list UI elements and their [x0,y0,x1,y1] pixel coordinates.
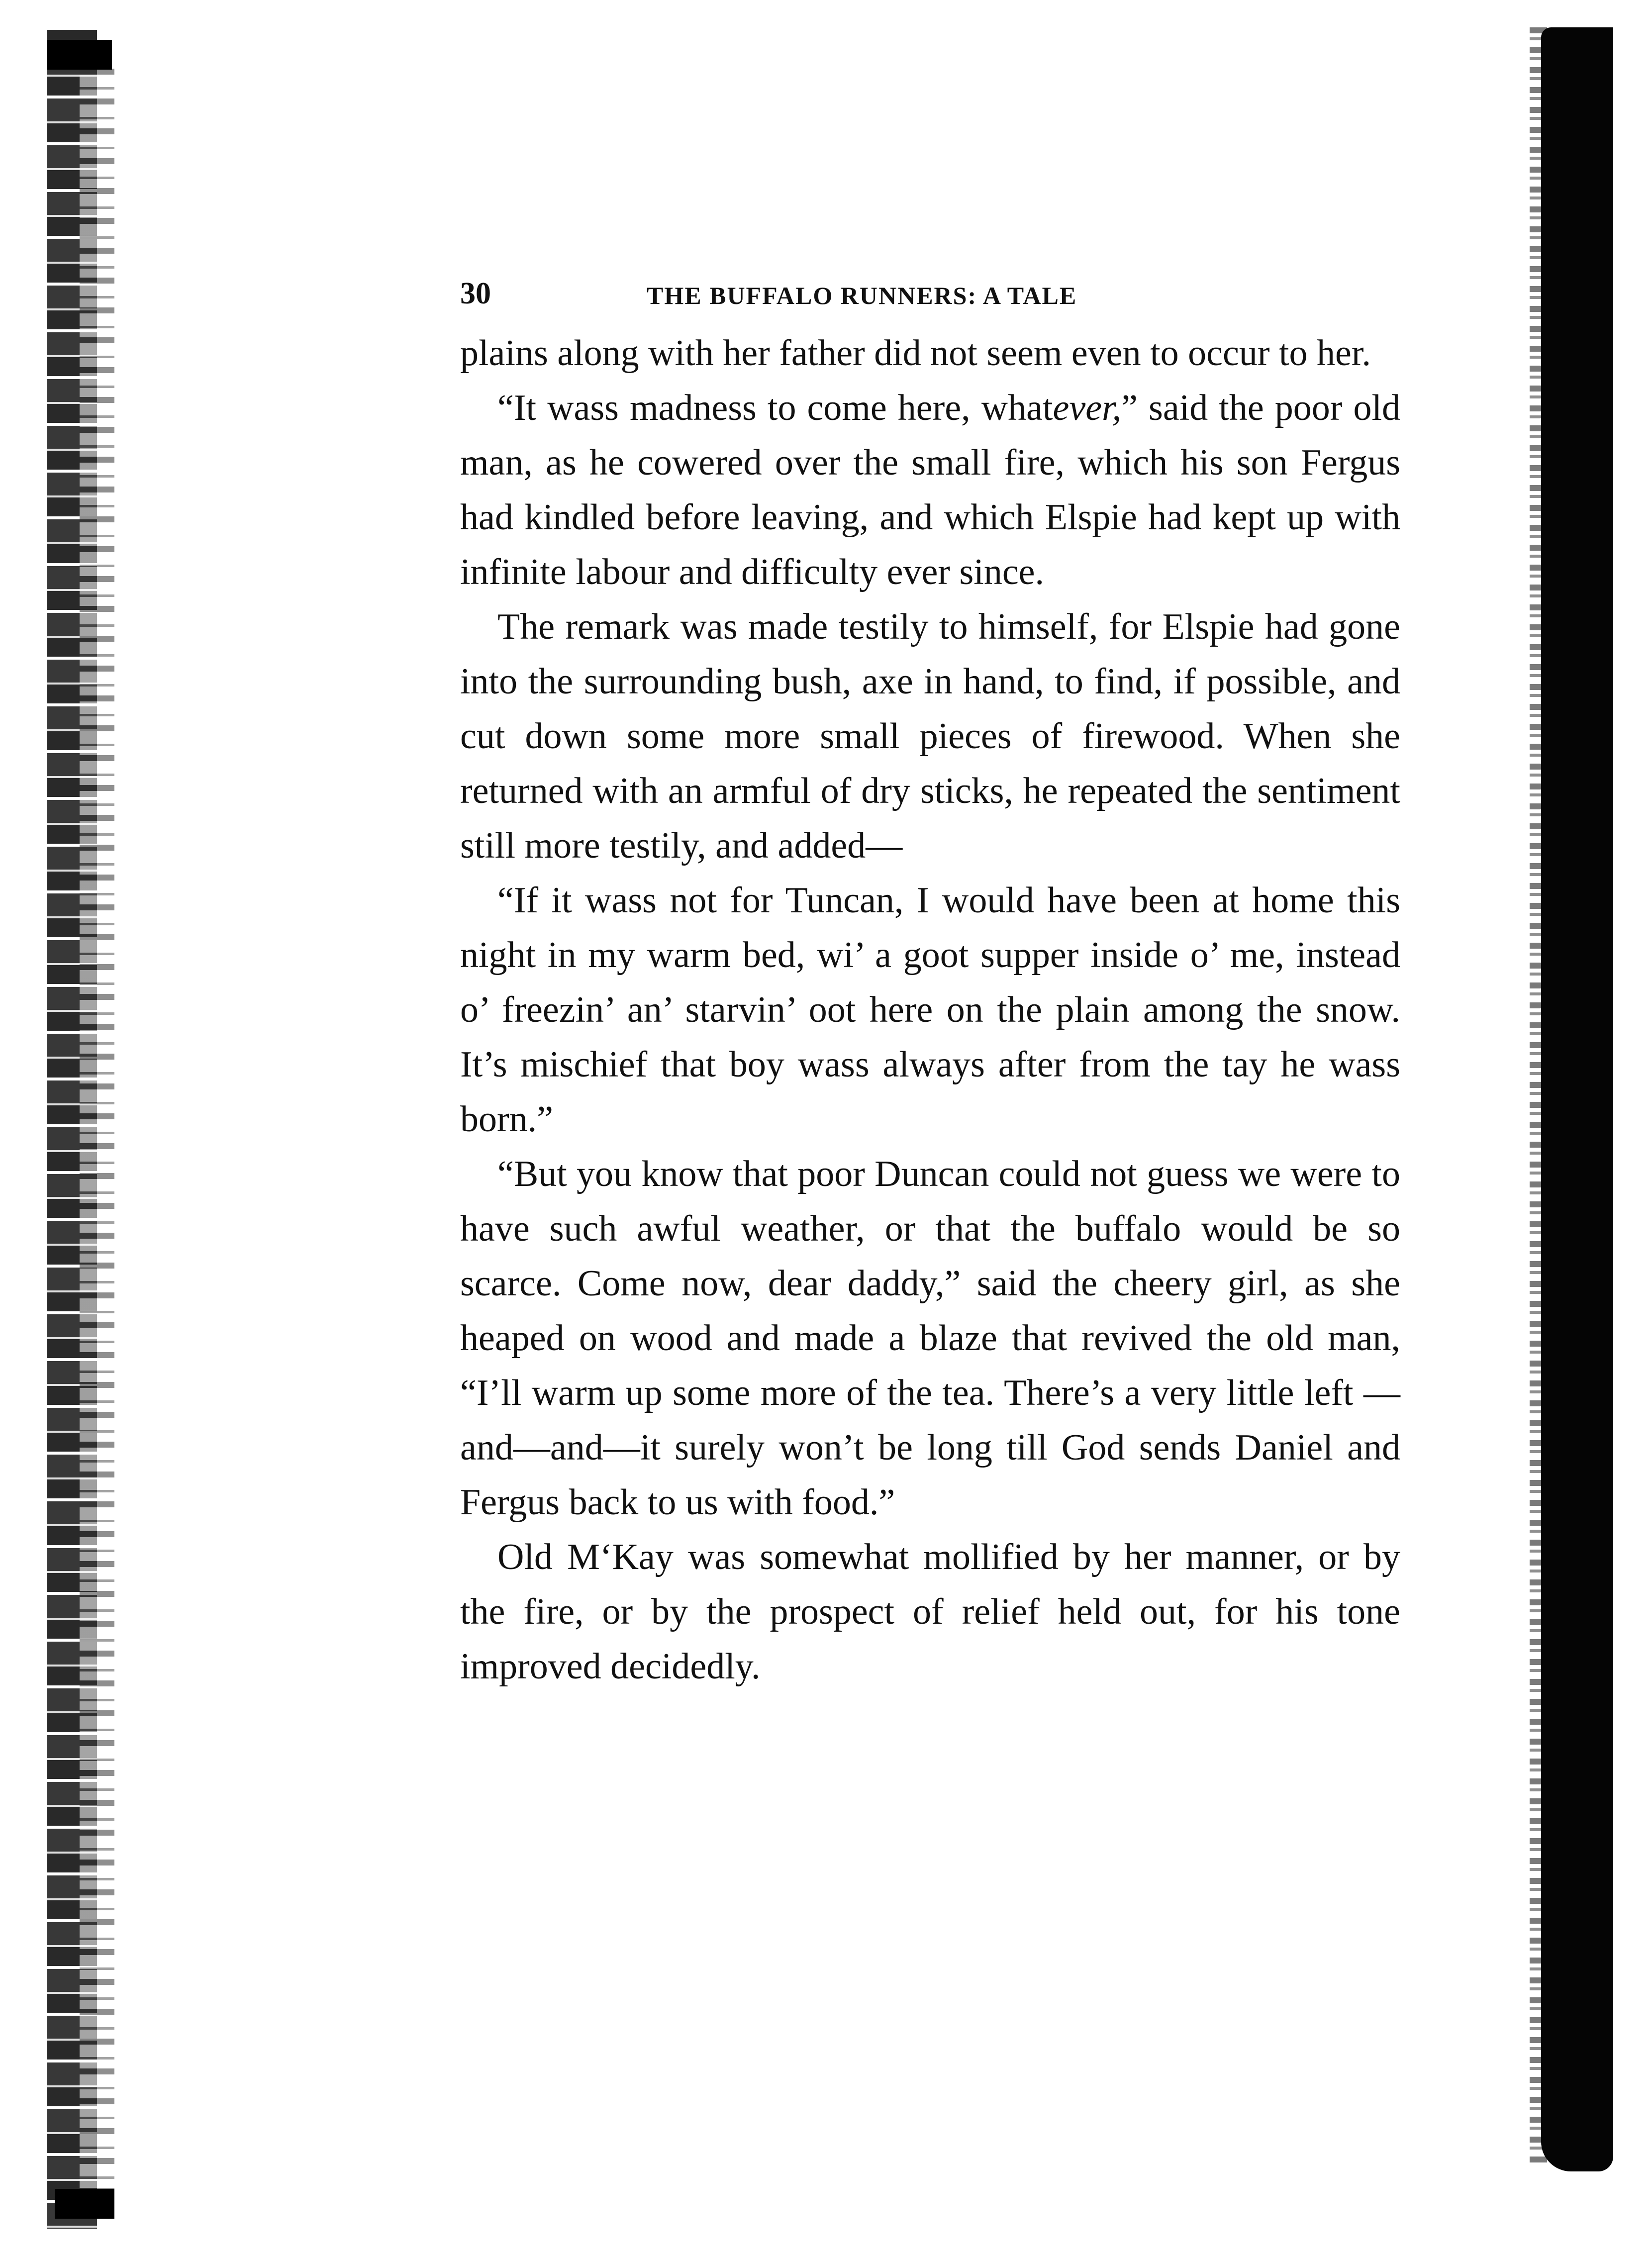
scan-edge-mark-bottom [55,2189,114,2219]
scan-right-edge [1541,27,1613,2171]
book-page [460,276,1400,1694]
paragraph-2-emphasis: ever, [1053,388,1122,428]
paragraph-2-before: “It wass madness to come here, what [497,388,1053,428]
paragraph-3: The remark was made testily to himself, for Elspie had gone into the surrounding bush, axe in hand, to find, if possible, and cut down some more small pieces of firewood. When she returned with an armful of dry sticks, he repeated the sentiment still more testily, and added— [460,606,1400,866]
paragraph-2 [460,381,1400,599]
paragraph-1: plains along with her father did not seem even to occur to her. [460,333,1371,374]
paragraph-4: “If it wass not for Tuncan, I would have been at home this night in my warm bed, wi’ a goot supper inside o’ me, instead o’ freezin’ an’ starvin’ oot here on the plain among the snow. It’s mischief that boy wass always after from the tay he wass born.” [460,880,1400,1140]
page-number: 30 [460,277,491,310]
paragraph-2-after: ” said the poor old man, as he cowered over the small fire, which his son Fergus had kindled before leaving, and which Elspie had kept up with infinite labour and difficulty ever since. [460,388,1401,592]
scan-binding-fringe [80,60,114,2219]
scan-edge-mark-top [47,40,112,70]
running-title: THE BUFFALO RUNNERS: A TALE [647,282,1077,309]
running-head [460,276,1400,326]
paragraph-6: Old M‘Kay was somewhat mollified by her manner, or by the fire, or by the prospect of relief held out, for his tone improved decidedly. [460,1537,1400,1687]
paragraph-5: “But you know that poor Duncan could not guess we were to have such awful weather, or that the buffalo would be so scarce. Come now, dear daddy,” said the cheery girl, as she heaped on wood and made a blaze that revived the old man, “I’ll warm up some more of the tea. There’s a very little left —and—and—it surely won’t be long till God sends Daniel and Fergus back to us with food.” [460,1154,1400,1523]
